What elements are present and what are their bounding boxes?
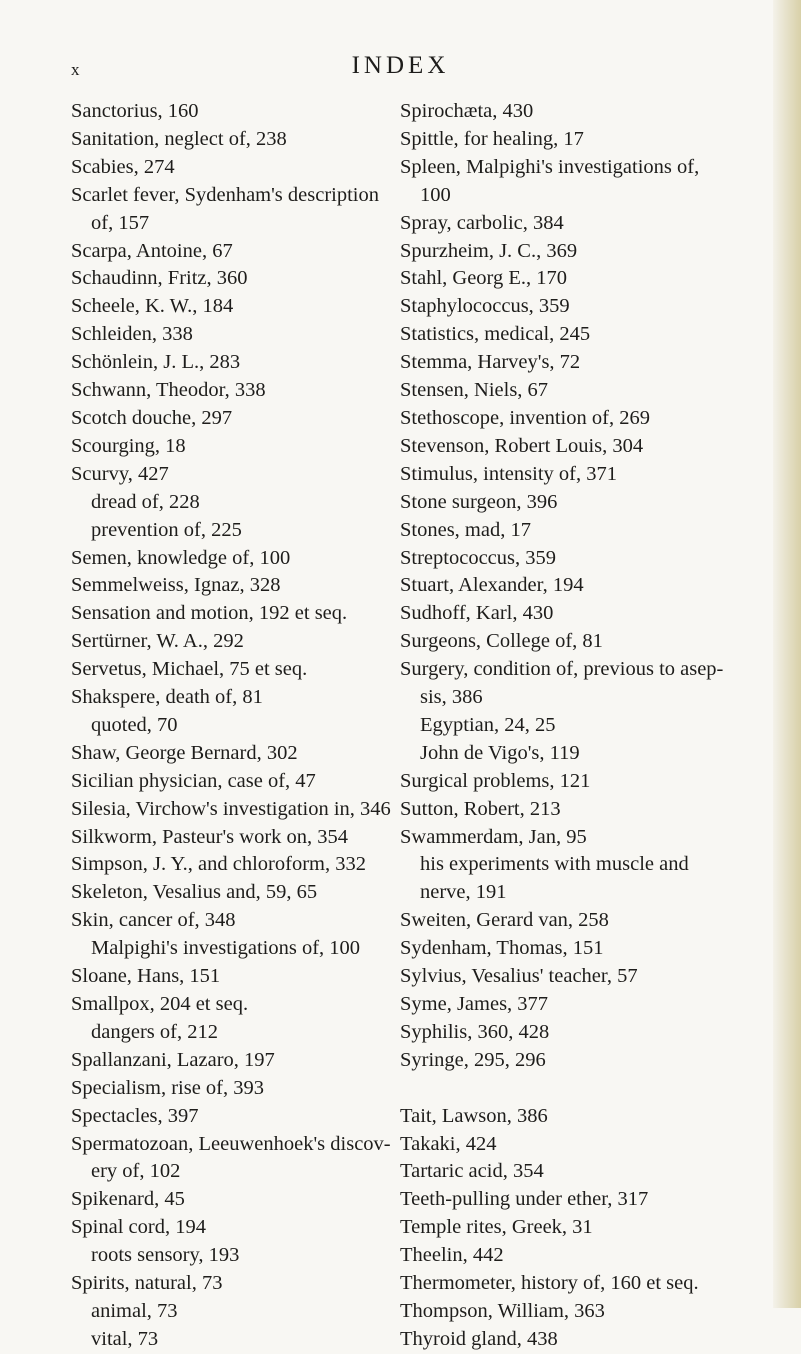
index-entry-continuation: ery of, 102 [91, 1160, 181, 1183]
index-entry: Scarlet fever, Sydenham's description [71, 183, 380, 206]
index-entry: Scotch douche, 297 [71, 406, 233, 429]
index-entry: Teeth-pulling under ether, 317 [400, 1188, 649, 1211]
index-entry: Stimulus, intensity of, 371 [400, 462, 617, 485]
index-entry: Streptococcus, 359 [400, 546, 556, 569]
page-header: INDEX [351, 52, 450, 79]
index-entry: Stones, mad, 17 [400, 518, 531, 541]
index-entry: Spectacles, 397 [71, 1104, 199, 1127]
index-entry: Schaudinn, Fritz, 360 [71, 267, 248, 290]
index-subentry: prevention of, 225 [91, 518, 242, 541]
index-entry: Tait, Lawson, 386 [400, 1104, 548, 1127]
index-entry: Spurzheim, J. C., 369 [400, 239, 578, 262]
index-entry: Schönlein, J. L., 283 [71, 351, 241, 374]
index-entry: Scurvy, 427 [71, 462, 169, 485]
index-subentry: animal, 73 [91, 1299, 178, 1322]
index-entry: Sydenham, Thomas, 151 [400, 937, 604, 960]
index-entry: Sertürner, W. A., 292 [71, 630, 244, 653]
index-entry: Spirits, natural, 73 [71, 1272, 223, 1295]
index-entry: Scarpa, Antoine, 67 [71, 239, 233, 262]
index-entry: Stone surgeon, 396 [400, 490, 558, 513]
index-entry: Servetus, Michael, 75 et seq. [71, 658, 308, 681]
index-entry: Temple rites, Greek, 31 [400, 1216, 593, 1239]
index-entry: Surgery, condition of, previous to asep- [400, 658, 724, 681]
index-entry: Sensation and motion, 192 et seq. [71, 602, 348, 625]
index-entry: Shakspere, death of, 81 [71, 686, 263, 709]
index-entry: Semmelweiss, Ignaz, 328 [71, 574, 281, 597]
index-entry-continuation: of, 157 [91, 211, 150, 234]
index-entry: Takaki, 424 [400, 1132, 497, 1155]
index-entry: Stemma, Harvey's, 72 [400, 351, 581, 374]
index-entry: Statistics, medical, 245 [400, 323, 591, 346]
index-entry: Spermatozoan, Leeuwenhoek's discov- [71, 1132, 391, 1155]
index-entry: Spirochæta, 430 [400, 100, 534, 122]
index-entry: Sicilian physician, case of, 47 [71, 769, 316, 792]
index-entry: Sloane, Hans, 151 [71, 965, 221, 988]
index-entry: Theelin, 442 [400, 1244, 504, 1267]
page-number: x [71, 60, 80, 79]
index-entry: Staphylococcus, 359 [400, 295, 570, 318]
index-entry-continuation: nerve, 191 [420, 881, 507, 904]
index-subentry: quoted, 70 [91, 713, 178, 736]
index-entry: Simpson, J. Y., and chloroform, 332 [71, 853, 366, 876]
index-entry: Silesia, Virchow's investigation in, 346 [71, 797, 391, 820]
index-entry: Surgical problems, 121 [400, 769, 591, 792]
index-entry: Schleiden, 338 [71, 323, 193, 346]
index-subentry: his experiments with muscle and [420, 853, 689, 876]
index-entry: Stethoscope, invention of, 269 [400, 406, 650, 429]
index-entry: Stensen, Niels, 67 [400, 379, 549, 402]
index-subentry: roots sensory, 193 [91, 1244, 240, 1267]
index-entry: Stuart, Alexander, 194 [400, 574, 584, 597]
index-entry-continuation: sis, 386 [420, 686, 483, 709]
index-entry: Syme, James, 377 [400, 993, 549, 1015]
index-entry: Silkworm, Pasteur's work on, 354 [71, 825, 349, 848]
index-entry-continuation: 100 [420, 183, 451, 206]
index-entry: Schwann, Theodor, 338 [71, 379, 266, 402]
index-entry: Syringe, 295, 296 [400, 1048, 546, 1071]
index-entry: Sutton, Robert, 213 [400, 797, 561, 820]
index-entry: Specialism, rise of, 393 [71, 1076, 265, 1099]
index-entry: Sylvius, Vesalius' teacher, 57 [400, 965, 638, 988]
index-column-left [71, 98, 391, 1354]
index-entry: Sanctorius, 160 [71, 100, 199, 122]
index-entry: Semen, knowledge of, 100 [71, 546, 291, 569]
page-edge [773, 0, 801, 1308]
index-entry: Scourging, 18 [71, 434, 186, 457]
index-entry: Spittle, for healing, 17 [400, 127, 584, 150]
index-subentry: Egyptian, 24, 25 [420, 713, 556, 736]
index-entry: Smallpox, 204 et seq. [71, 993, 249, 1015]
index-entry: Spleen, Malpighi's investigations of, [400, 155, 700, 178]
index-entry: Spray, carbolic, 384 [400, 211, 564, 234]
index-entry: Swammerdam, Jan, 95 [400, 825, 587, 848]
index-subentry: Malpighi's investigations of, 100 [91, 937, 361, 960]
index-subentry: dread of, 228 [91, 490, 200, 513]
index-entry: Stahl, Georg E., 170 [400, 267, 568, 290]
index-entry: Spinal cord, 194 [71, 1216, 206, 1239]
index-entry: Thompson, William, 363 [400, 1299, 605, 1322]
index-entry: Spallanzani, Lazaro, 197 [71, 1048, 275, 1071]
index-entry: Surgeons, College of, 81 [400, 630, 603, 653]
index-entry: Skin, cancer of, 348 [71, 909, 236, 932]
index-entry: Sanitation, neglect of, 238 [71, 127, 287, 150]
index-entry: Thyroid gland, 438 [400, 1327, 558, 1350]
index-entry: Syphilis, 360, 428 [400, 1020, 550, 1043]
index-entry: Tartaric acid, 354 [400, 1160, 544, 1183]
index-entry: Scabies, 274 [71, 155, 175, 178]
index-entry: Stevenson, Robert Louis, 304 [400, 434, 644, 457]
index-subentry: vital, 73 [91, 1327, 159, 1350]
index-subentry: dangers of, 212 [91, 1020, 218, 1043]
index-entry: Thermometer, history of, 160 et seq. [400, 1272, 699, 1295]
index-entry: Skeleton, Vesalius and, 59, 65 [71, 881, 318, 904]
index-entry: Shaw, George Bernard, 302 [71, 741, 298, 764]
index-entry: Sudhoff, Karl, 430 [400, 602, 554, 625]
index-entry: Scheele, K. W., 184 [71, 295, 234, 318]
index-entry: Spikenard, 45 [71, 1188, 185, 1211]
index-entry: Sweiten, Gerard van, 258 [400, 909, 609, 932]
index-column-right [400, 98, 724, 1354]
index-subentry: John de Vigo's, 119 [420, 741, 580, 764]
